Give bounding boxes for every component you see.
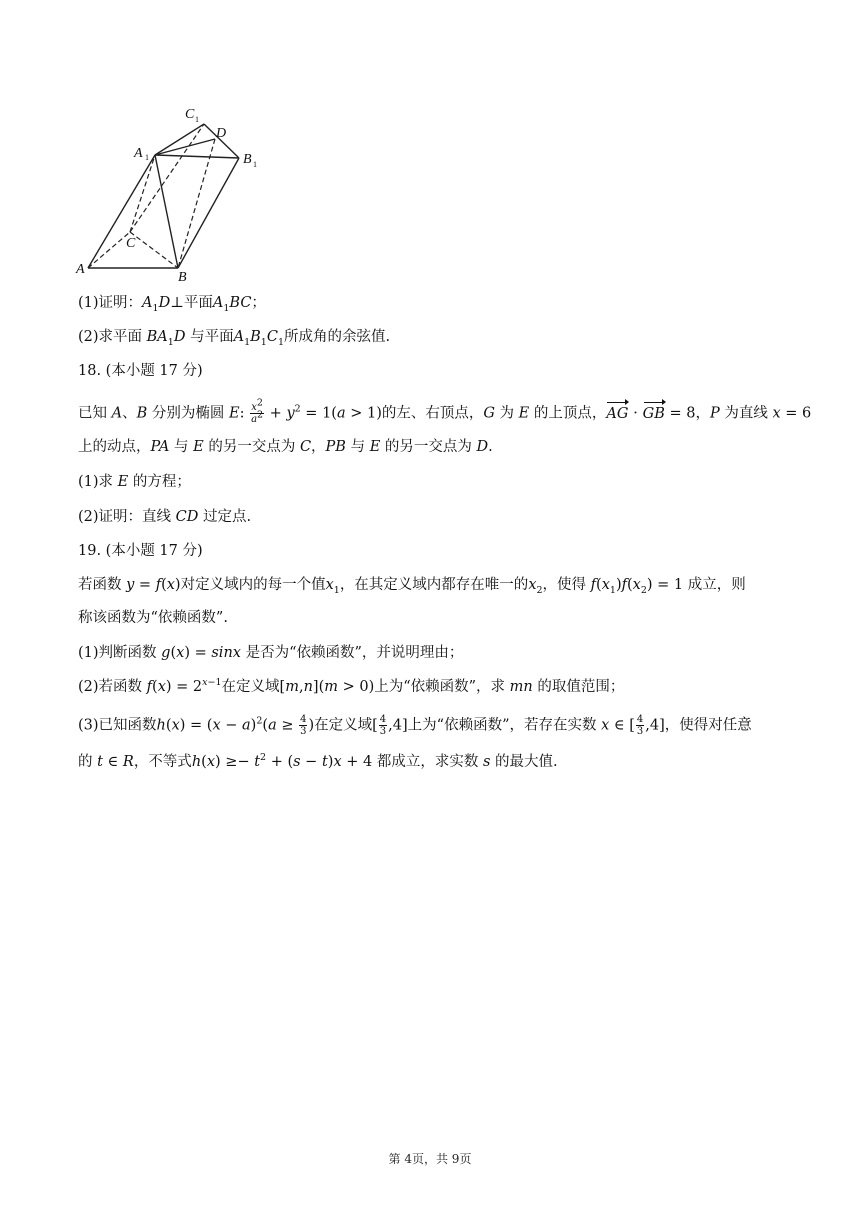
q17-part1: (1)证明：$A_1D\perp$平面$A_1BC$；	[78, 295, 266, 314]
q19-part3-line2: 的 t ∈ R，不等式$h(x) \ge- t^2 + (s - t)x + 4$ 都成立，求实数 s 的最大值.	[78, 752, 558, 770]
label-A: A	[76, 262, 85, 277]
fraction-4-3-c: $\frac{4}{3}$	[636, 714, 644, 737]
q18-part2: (2)证明：直线 CD 过定点.	[78, 509, 252, 525]
fraction-4-3-a: $\frac{4}{3}$	[300, 714, 307, 737]
fraction-4-3-b: $\frac{4}{3}$	[379, 714, 387, 737]
q18-heading: 18. (本小题 17 分)	[78, 363, 203, 379]
prism-figure	[72, 100, 272, 284]
label-D: D	[216, 126, 227, 141]
label-B1-sub: 1	[253, 160, 257, 169]
label-A1: A	[134, 146, 143, 161]
q19-part2: (2)若函数 $f(x) = 2^{x-1}$在定义域[m,n](m > 0)上为“依赖函数”，求 mn 的取值范围；	[78, 677, 625, 695]
label-C: C	[126, 236, 136, 251]
vector-AG: AG	[606, 405, 629, 422]
label-B: B	[178, 270, 187, 285]
q19-part1: (1)判断函数 g(x) = sinx 是否为“依赖函数”，并说明理由；	[78, 645, 464, 661]
ellipse-fraction: $\frac{x^2}{a^2}$	[251, 397, 264, 425]
vector-GB: GB	[642, 405, 665, 422]
q19-part3: (3)已知函数$h(x) = (x - a)^2(a$ ≥ $\frac{4}{3}$ )在定义域[ $\frac{4}{3}$ ,4]上为“依赖函数”，若存在实数 x ∈ [ $\frac{4}{3}$ ,4]，使得对任意	[78, 714, 752, 737]
label-C1-sub: 1	[195, 115, 199, 124]
q18-part1: (1)求 E 的方程；	[78, 474, 191, 490]
q19-heading: 19. (本小题 17 分)	[78, 543, 203, 559]
label-B1: B	[243, 152, 252, 167]
q18-line1: 已知 A、B 分别为椭圆 E: $\frac{x^2}{a^2}$ + $y^2 = 1(a > 1)$的左、右顶点，G 为 E 的上顶点，AG ⋅ GB = 8，P 为直线 x = 6	[78, 397, 812, 425]
label-C1: C	[185, 107, 195, 122]
label-A1-sub: 1	[145, 153, 149, 162]
page-footer: 第 4页，共 9页	[388, 1152, 472, 1166]
q18-line2: 上的动点，PA 与 E 的另一交点为 C，PB 与 E 的另一交点为 D.	[78, 439, 493, 455]
q19-line2: 称该函数为“依赖函数”.	[78, 610, 228, 626]
q19-line1: 若函数 y = f(x)对定义域内的每一个值$x_1$，在其定义域内都存在唯一的$x_2$，使得 $f(x_1)f(x_2) = 1$ 成立，则	[78, 577, 746, 596]
q17-part2: (2)求平面 $BA_1D$ 与平面$A_1B_1C_1$所成角的余弦值.	[78, 329, 391, 348]
prism-diagram	[72, 100, 272, 284]
